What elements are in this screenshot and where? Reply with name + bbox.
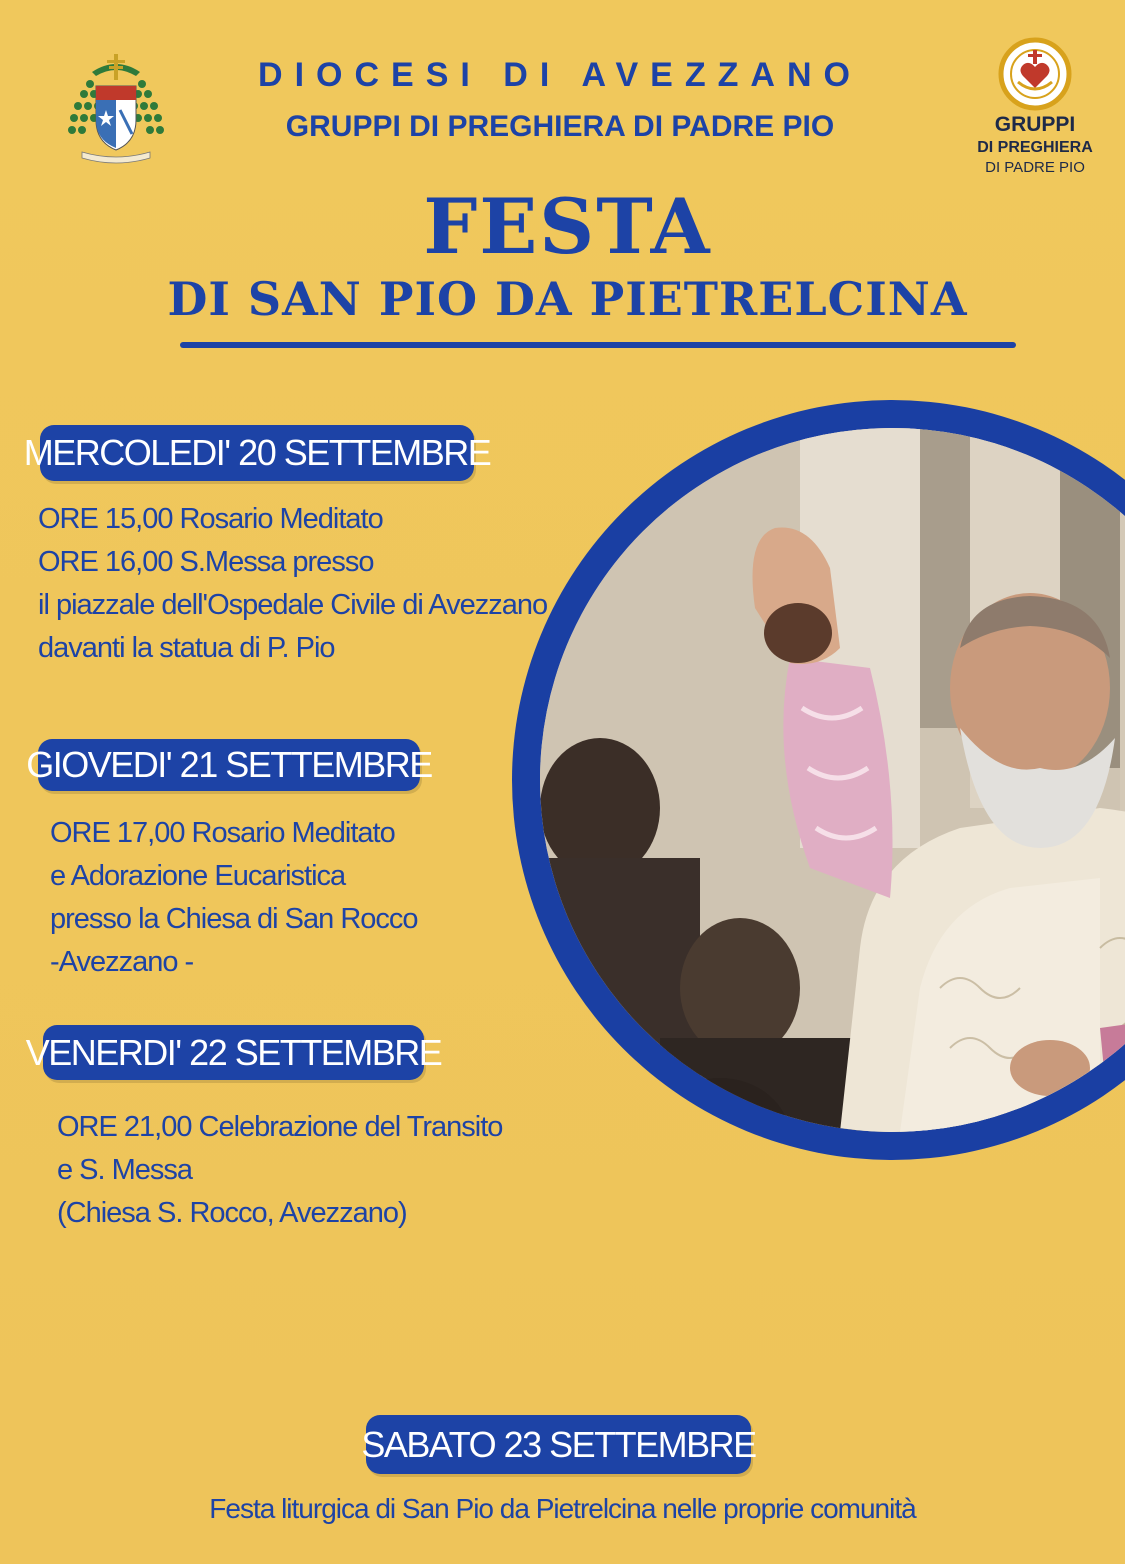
day-schedule-wednesday xyxy=(38,498,547,670)
schedule-line: e S. Messa xyxy=(57,1154,193,1186)
day-schedule-friday xyxy=(57,1106,502,1235)
schedule-line: (Chiesa S. Rocco, Avezzano) xyxy=(57,1197,407,1229)
schedule-line: ORE 15,00 Rosario Meditato xyxy=(38,503,383,535)
logo-text-di-preghiera: DI PREGHIERA xyxy=(977,139,1093,156)
logo-text-gruppi: GRUPPI xyxy=(994,113,1076,136)
title-festa: FESTA xyxy=(423,182,712,271)
diocese-name: DIOCESI DI AVEZZANO xyxy=(258,56,862,94)
schedule-line: ORE 21,00 Celebrazione del Transito xyxy=(57,1111,503,1143)
day-schedule-thursday xyxy=(50,812,418,984)
day-pill-thursday: GIOVEDI' 21 SETTEMBRE xyxy=(38,739,420,791)
schedule-line: e Adorazione Eucaristica xyxy=(50,860,346,892)
schedule-line: ORE 17,00 Rosario Meditato xyxy=(50,817,395,849)
diocese-coat-of-arms-icon xyxy=(62,50,170,170)
schedule-line: -Avezzano - xyxy=(50,946,194,978)
day-pill-friday: VENERDI' 22 SETTEMBRE xyxy=(43,1025,424,1080)
schedule-line: presso la Chiesa di San Rocco xyxy=(50,903,418,935)
schedule-line: davanti la statua di P. Pio xyxy=(38,632,335,664)
day-pill-wednesday: MERCOLEDI' 20 SETTEMBRE xyxy=(40,425,474,481)
title-subtitle: DI SAN PIO DA PIETRELCINA xyxy=(167,272,968,326)
prayer-groups-heading: GRUPPI DI PREGHIERA DI PADRE PIO xyxy=(285,110,835,143)
schedule-line: il piazzale dell'Ospedale Civile di Avezzano xyxy=(38,589,548,621)
day-pill-saturday: SABATO 23 SETTEMBRE xyxy=(366,1415,751,1474)
title-underline xyxy=(180,342,1016,348)
schedule-line: ORE 16,00 S.Messa presso xyxy=(38,546,374,578)
footer-note: Festa liturgica di San Pio da Pietrelcina nelle proprie comunità xyxy=(209,1493,916,1524)
logo-text-di-padre-pio: DI PADRE PIO xyxy=(985,159,1085,176)
